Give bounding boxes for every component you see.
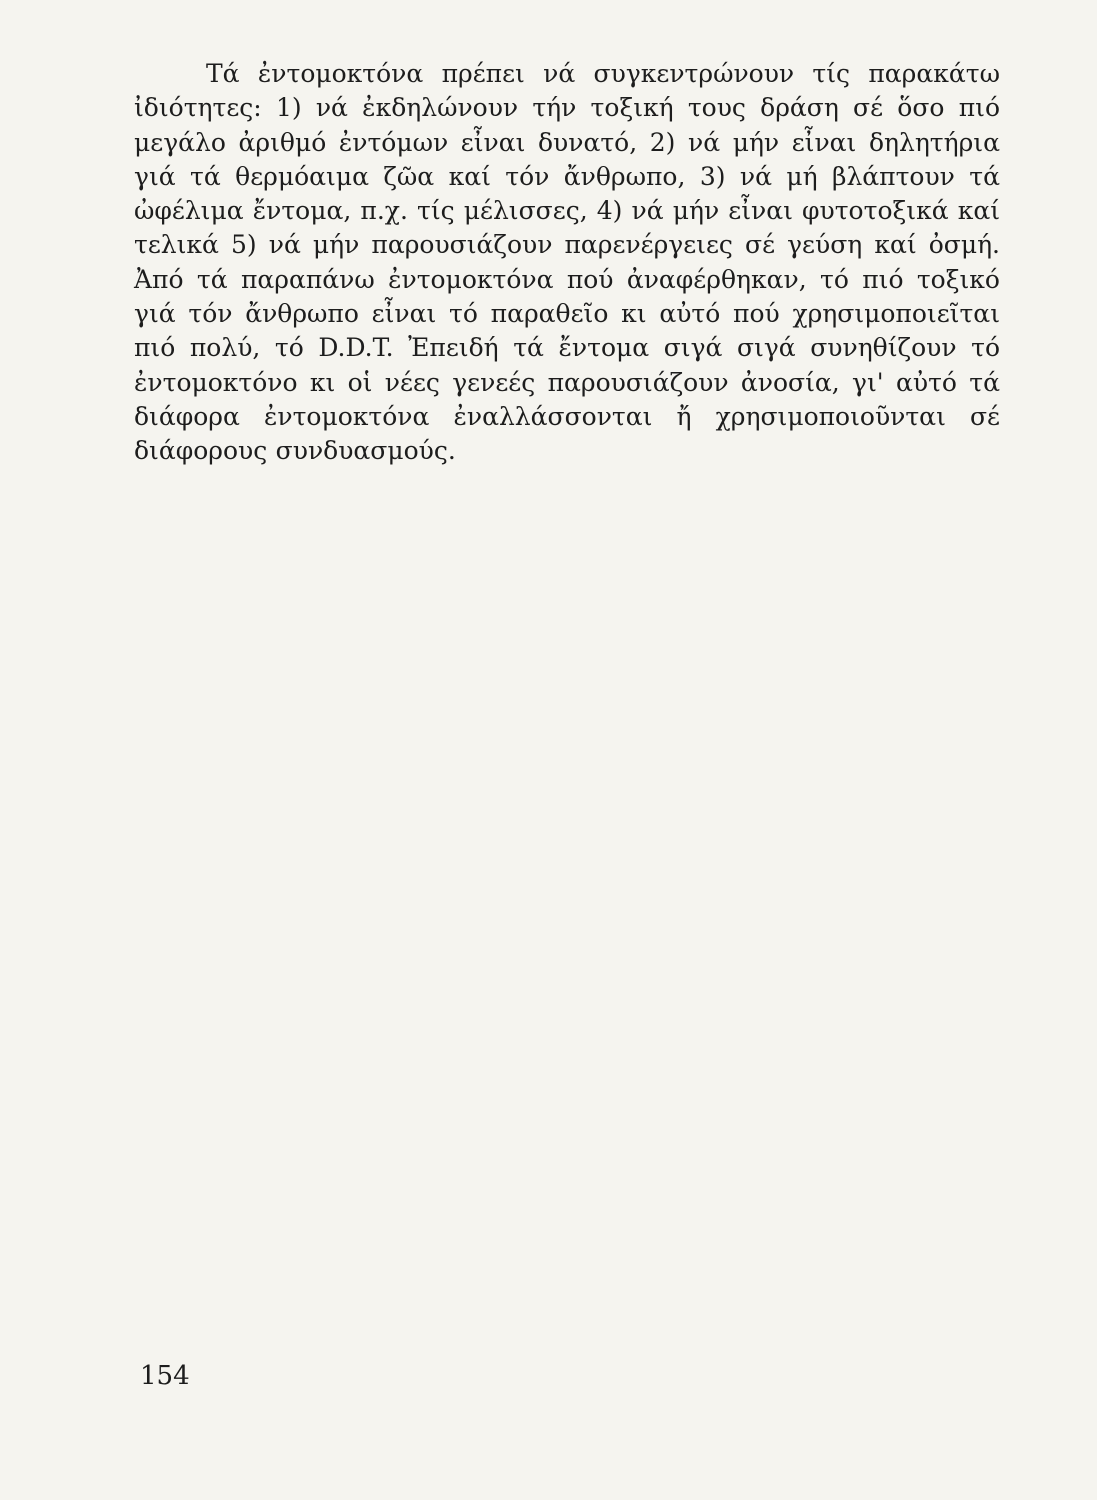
body-paragraph: Τά ἐντομοκτόνα πρέπει νά συγκεντρώνουν τίς παρακάτω ἰδιότητες: 1) νά ἐκδηλώνουν τήν τοξική τους δράση σέ ὅσο πιό μεγάλο ἀριθμό ἐντόμων εἶναι δυνατό, 2) νά μήν εἶναι δηλητήρια γιά τά θερμόαιμα ζῶα καί τόν ἄνθρωπο, 3) νά μή βλάπτουν τά ὠφέλιμα ἔντομα, π.χ. τίς μέλισσες, 4) νά μήν εἶναι φυτοτοξικά καί τελικά 5) νά μήν παρουσιάζουν παρενέργειες σέ γεύση καί ὀσμή. Ἀπό τά παραπάνω ἐντομοκτόνα πού ἀναφέρθηκαν, τό πιό τοξικό γιά τόν ἄνθρωπο εἶναι τό παραθεῖο κι αὐτό πού χρησιμοποιεῖται πιό πολύ, τό D.D.T. Ἐπειδή τά ἔντομα σιγά σιγά συνηθίζουν τό ἐντομοκτόνο κι οἱ νέες γενεές παρουσιάζουν ἀνοσία, γι' αὐτό τά διάφορα ἐντομοκτόνα ἐναλλάσσονται ἤ χρησιμοποιοῦνται σέ διάφορους συνδυασμούς. [134,59,1000,466]
page-number: 154 [140,1361,190,1391]
